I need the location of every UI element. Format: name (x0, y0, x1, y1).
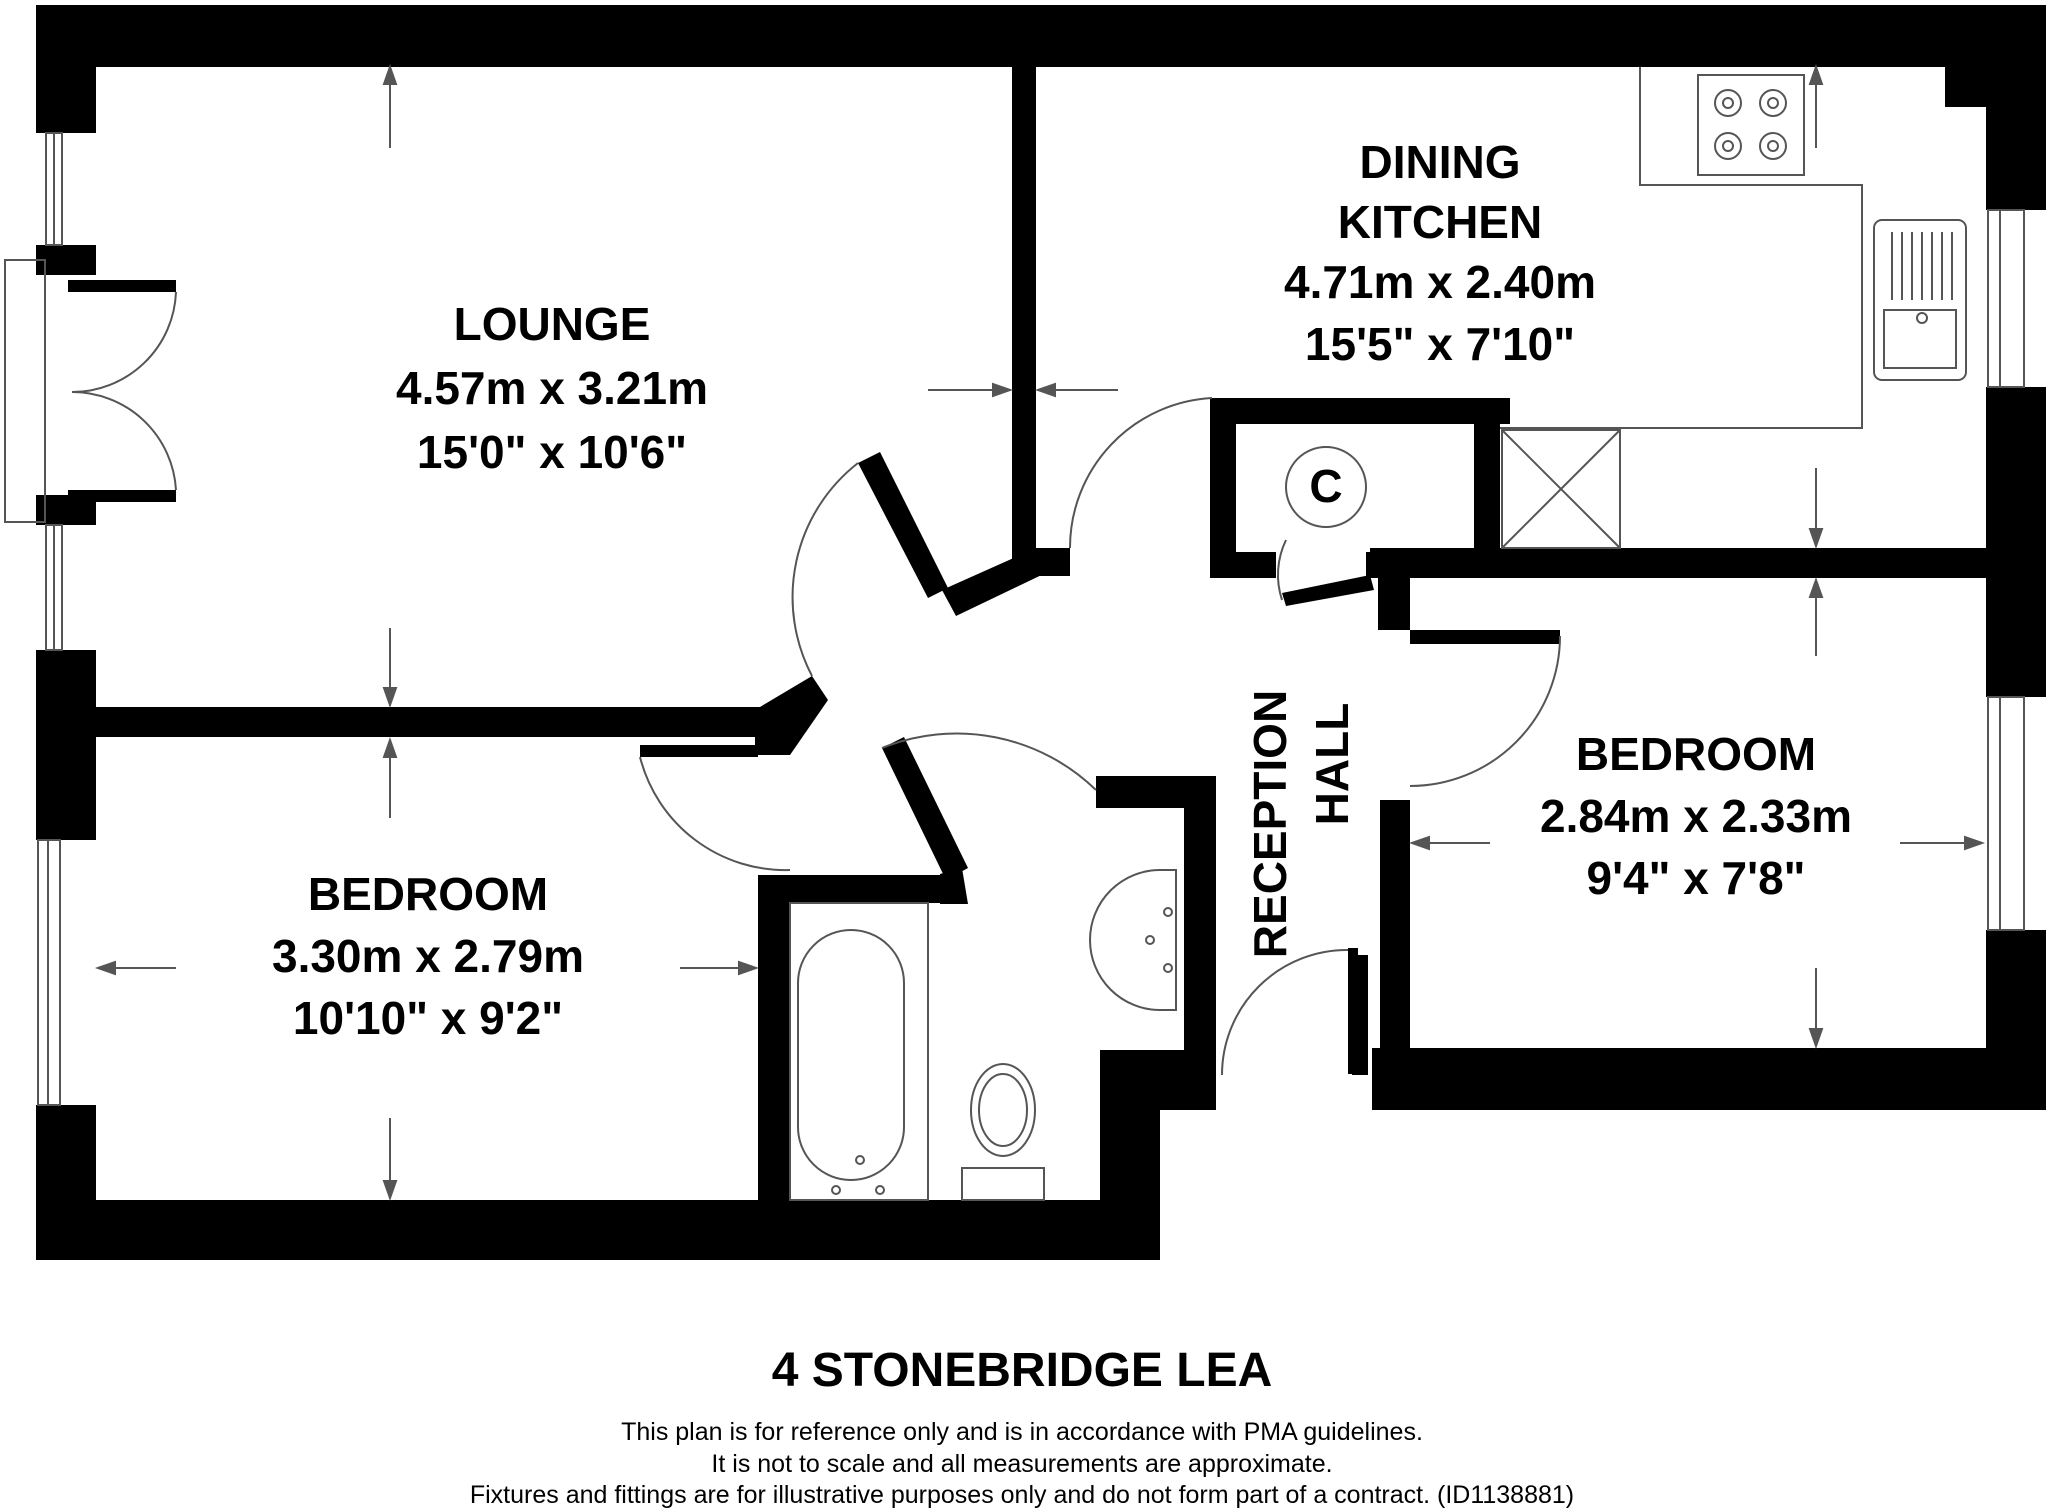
wall-lounge-kitchen (1012, 60, 1036, 550)
room-labels (272, 136, 1852, 1044)
wall-kitchen-bedroom (1370, 548, 2046, 578)
hob-ring-3 (1715, 133, 1741, 159)
wall-left-4 (36, 650, 96, 840)
wall-bottom (36, 1200, 1160, 1260)
wall-wc-top (1096, 776, 1216, 808)
door-leaf-bedroom-right (1410, 630, 1560, 644)
wall-wc-right (1184, 776, 1216, 1086)
patio-door-leaf-top (68, 280, 176, 292)
reception-hall-line1: RECEPTION (1244, 689, 1296, 959)
lounge-imperial: 15'0" x 10'6" (416, 426, 688, 478)
hob-ring-2 (1760, 90, 1786, 116)
wall-right-2 (1986, 387, 2046, 697)
door-leaf-cupboard (1282, 575, 1374, 606)
kitchen-name-line2: KITCHEN (1337, 196, 1543, 248)
bedroom-left-metric: 3.30m x 2.79m (271, 930, 585, 982)
hob-ring-4 (1760, 133, 1786, 159)
footer (470, 1344, 1574, 1508)
door-swing-bedroom-right (1410, 636, 1560, 786)
window-bedroom-right (1988, 697, 2024, 930)
kitchen-metric: 4.71m x 2.40m (1283, 256, 1597, 308)
hob (1698, 75, 1804, 175)
door-swing-patio-top (72, 292, 176, 392)
wall-left-1 (36, 5, 96, 133)
kitchen-worktop-outline (1500, 67, 1862, 428)
door-swing-bedroom-left (640, 757, 790, 870)
patio-frame (5, 260, 45, 522)
kitchen-name-line1: DINING (1359, 136, 1521, 188)
door-swing-lounge (793, 463, 858, 676)
wash-basin (1090, 870, 1176, 1010)
wall-right-bedroom-left-bottom (1380, 800, 1410, 1100)
door-swing-kitchen (1070, 398, 1212, 548)
toilet-bowl (971, 1064, 1035, 1156)
disclaimer-line-2: It is not to scale and all measurements are approximate. (711, 1450, 1333, 1478)
hob-ring-1 (1715, 90, 1741, 116)
bedroom-right-name: BEDROOM (1575, 728, 1817, 780)
lounge-name: LOUNGE (453, 298, 651, 350)
disclaimer-line-3: Fixtures and fittings are for illustrative purposes only and do not form part of a contract. (ID1138881) (469, 1481, 1575, 1508)
wall-lounge-bedroom (92, 707, 772, 737)
door-jamb-hall-left (1212, 398, 1222, 546)
walls (36, 5, 2046, 1260)
bath-basin (798, 930, 904, 1180)
patio-door-leaf-bottom (68, 490, 176, 502)
disclaimer-line-1: This plan is for reference only and is in accordance with PMA guidelines. (621, 1418, 1423, 1446)
cupboard-label: C (1309, 460, 1343, 512)
door-leaf-bathroom (882, 737, 968, 880)
wall-bathroom-left (758, 875, 790, 1200)
lounge-metric: 4.57m x 3.21m (395, 362, 709, 414)
property-title: 4 STONEBRIDGE LEA (771, 1344, 1273, 1397)
door-leaf-bedroom-left (640, 745, 758, 757)
wall-cupboard-bottom-left (1220, 552, 1276, 578)
wall-right-1 (1986, 5, 2046, 210)
cupboard-symbol (1286, 447, 1366, 527)
wall-cupboard-bottom-right (1366, 552, 1426, 578)
door-swing-cupboard (1278, 540, 1286, 600)
door-swing-entrance (1222, 950, 1348, 1075)
kitchen-imperial: 15'5" x 7'10" (1304, 318, 1576, 370)
reception-hall-line2: HALL (1306, 702, 1358, 826)
door-swing-patio-bottom (72, 392, 176, 490)
wall-bathroom-top (758, 875, 958, 903)
door-leaf-lounge (858, 452, 948, 598)
door-jamb-lounge (942, 548, 1052, 616)
toilet-cistern (962, 1168, 1044, 1200)
bedroom-left-name: BEDROOM (307, 868, 549, 920)
sink-drainer (1892, 232, 1952, 300)
wall-top (36, 5, 2046, 67)
bedroom-right-metric: 2.84m x 2.33m (1539, 790, 1853, 842)
wall-cupboard-right (1474, 398, 1500, 578)
door-leaf-entrance (1348, 948, 1358, 1074)
door-jamb-bathroom (940, 868, 968, 904)
bedroom-left-imperial: 10'10" x 9'2" (292, 992, 564, 1044)
bedroom-right-imperial: 9'4" x 7'8" (1586, 852, 1806, 904)
window-kitchen-right (1988, 210, 2024, 387)
wall-cupboard-top (1210, 398, 1510, 424)
wall-right-bottom (1372, 1048, 2046, 1110)
